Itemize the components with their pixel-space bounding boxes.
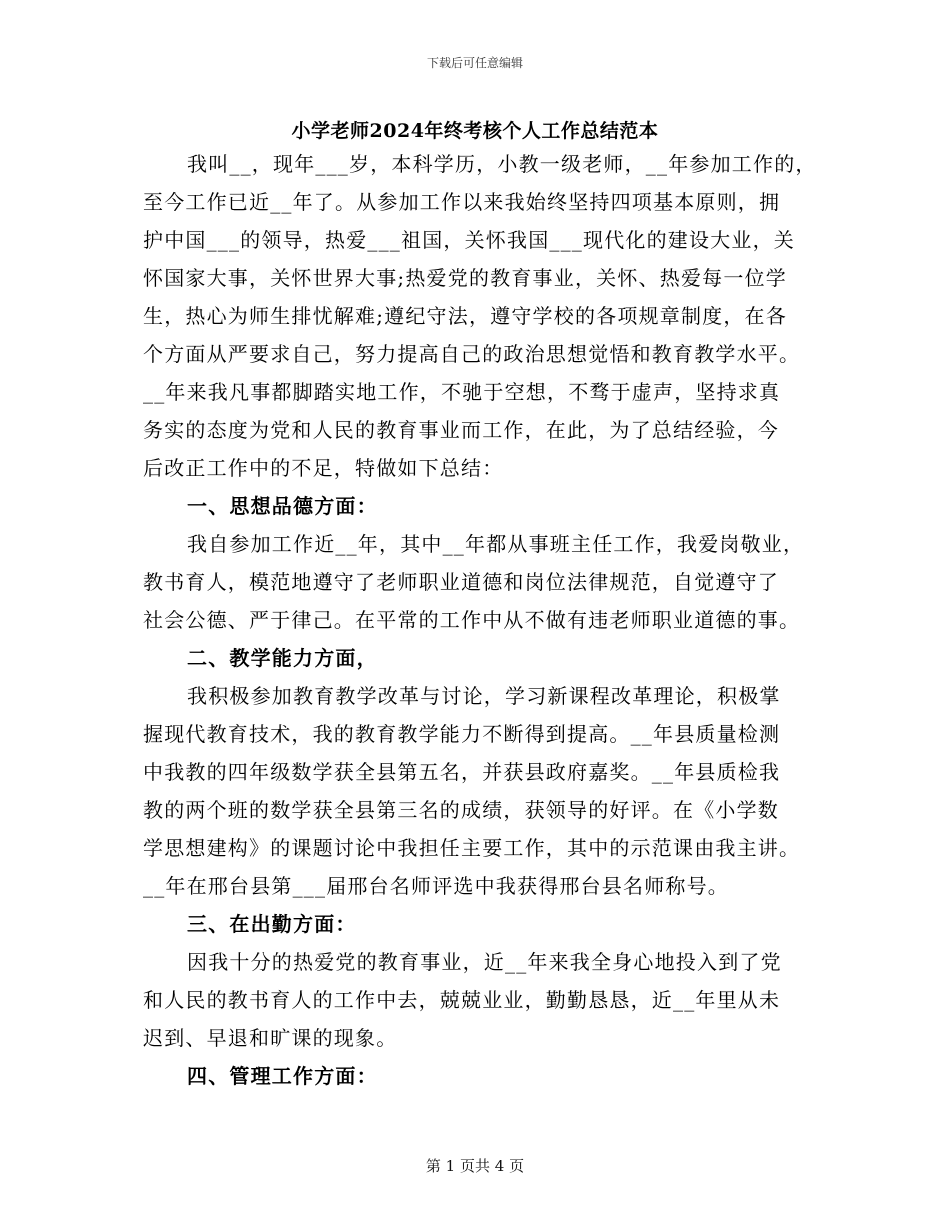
paragraph-line: 教书育人，模范地遵守了老师职业道德和岗位法律规范，自觉遵守了 <box>143 570 779 594</box>
paragraph-line: 至今工作已近__年了。从参加工作以来我始终坚持四项基本原则，拥 <box>143 190 781 214</box>
paragraph-line: 务实的态度为党和人民的教育事业而工作，在此，为了总结经验，今 <box>143 418 779 442</box>
paragraph-line: 迟到、早退和旷课的现象。 <box>143 1026 398 1050</box>
document-body <box>143 145 817 1095</box>
paragraph-line: 因我十分的热爱党的教育事业，近__年来我全身心地投入到了党 <box>187 950 782 974</box>
paragraph-line: 我积极参加教育教学改革与讨论，学习新课程改革理论，积极掌 <box>187 684 781 708</box>
paragraph-line: 后改正工作中的不足，特做如下总结： <box>143 456 504 480</box>
paragraph-line: 我叫__，现年___岁，本科学历，小教一级老师，__年参加工作的， <box>187 152 817 176</box>
paragraph-line: 中我教的四年级数学获全县第五名，并获县政府嘉奖。__年县质检我 <box>143 760 781 784</box>
paragraph-line: 教的两个班的数学获全县第三名的成绩，获领导的好评。在《小学数 <box>143 798 779 822</box>
section-heading: 二、教学能力方面， <box>187 646 378 670</box>
paragraph-line: __年在邢台县第___届邢台名师评选中我获得邢台县名师称号。 <box>143 874 729 898</box>
paragraph-line: __年来我凡事都脚踏实地工作，不驰于空想，不骛于虚声，坚持求真 <box>143 380 781 404</box>
paragraph-line: 怀国家大事，关怀世界大事;热爱党的教育事业，关怀、热爱每一位学 <box>143 266 787 290</box>
section-heading: 三、在出勤方面： <box>187 912 357 936</box>
paragraph-line: 握现代教育技术，我的教育教学能力不断得到提高。__年县质量检测 <box>143 722 781 746</box>
paragraph-line: 生，热心为师生排忧解难;遵纪守法，遵守学校的各项规章制度，在各 <box>143 304 787 328</box>
paragraph-line: 社会公德、严于律己。在平常的工作中从不做有违老师职业道德的事。 <box>143 608 801 632</box>
paragraph-line: 学思想建构》的课题讨论中我担任主要工作，其中的示范课由我主讲。 <box>143 836 801 860</box>
section-heading: 四、管理工作方面： <box>187 1064 378 1088</box>
page-footer: 第 1 页共 4 页 <box>425 1157 525 1175</box>
paragraph-line: 我自参加工作近__年，其中__年都从事班主任工作，我爱岗敬业， <box>187 532 805 556</box>
section-heading: 一、思想品德方面： <box>187 494 378 518</box>
document-title: 小学老师2024年终考核个人工作总结范本 <box>291 120 659 142</box>
paragraph-line: 护中国___的领导，热爱___祖国，关怀我国___现代化的建设大业，关 <box>143 228 795 252</box>
paragraph-line: 和人民的教书育人的工作中去，兢兢业业，勤勤恳恳，近__年里从未 <box>143 988 781 1012</box>
paragraph-line: 个方面从严要求自己，努力提高自己的政治思想觉悟和教育教学水平。 <box>143 342 801 366</box>
header-note: 下载后可任意编辑 <box>426 56 523 70</box>
